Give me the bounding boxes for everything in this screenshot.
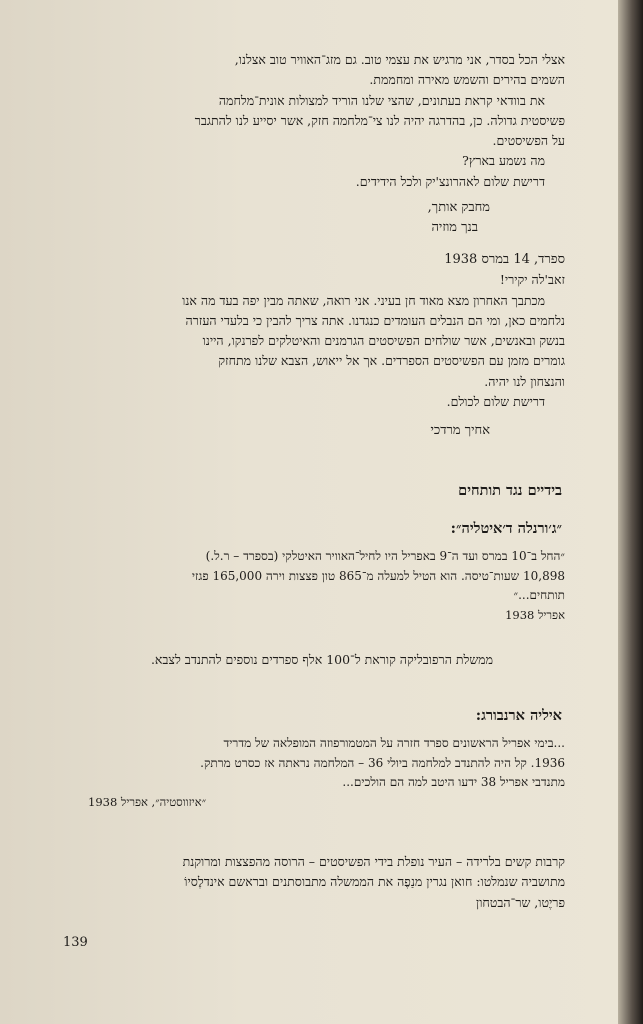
letter-1-line: על הפשיסטים. bbox=[492, 133, 565, 149]
letter-2-line: והנצחון לנו יהיה. bbox=[484, 373, 565, 389]
quote-2-source: ״איזווסטיה״, אפריל 1938 bbox=[88, 795, 207, 809]
letter-2-dateline: ספרד, 14 במרס 1938 bbox=[444, 252, 565, 267]
quote-1-line: 10,898 שעות־טיסה. הוא הטיל למעלה מ־865 טון פצצות וירה 165,000 פגזי bbox=[191, 568, 565, 583]
quote-1-body bbox=[60, 547, 565, 625]
letter-1-closing: מחבק אותך, bbox=[427, 200, 490, 215]
letter-1-line: את בוודאי קראת בעתונים, שהצי שלנו הוריד למצולות אונית־מלחמה bbox=[218, 92, 545, 108]
letter-2-body bbox=[60, 250, 565, 412]
letter-1-line: מה נשמע בארץ? bbox=[462, 153, 545, 169]
letter-2-line: נלחמים כאן, ומי הם הנבלים העומדים כנגדנו. אתה צריך להבין כי בלעדי העזרה bbox=[185, 312, 565, 328]
announcement: ממשלת הרפובליקה קוראת ל־100 אלף ספרדים נוספים להתנדב לצבא. bbox=[150, 652, 493, 667]
page-edge-shadow bbox=[618, 0, 643, 1024]
letter-2-line: בנשק ובאנשים, אשר שולחים הפשיסטים הגרמנים והאיטלקים לפרנקו, היינו bbox=[202, 333, 565, 349]
section-title: בידיים נגד תותחים bbox=[458, 482, 562, 499]
page-number: 139 bbox=[63, 935, 88, 950]
letter-1-body bbox=[60, 50, 565, 192]
letter-2-greeting: זאב'לה יקירי! bbox=[499, 272, 565, 288]
letter-2-line: גומרים מזמן עם הפשיסטים הספרדים. אך אל ייאוש, הצבא שלנו מתחזק bbox=[218, 353, 565, 369]
closing-paragraph bbox=[60, 852, 565, 913]
quote-2-body bbox=[60, 734, 565, 793]
closing-line: מתושביה שנמלטו: חואן נגרין מנַפֶה את הממשלה מתבוסתנים ובראשם אינדלֶסיוֹ bbox=[184, 874, 565, 890]
closing-line: פריֶטו, שר־הבטחון bbox=[476, 894, 565, 910]
letter-2-signature: אחיך מרדכי bbox=[430, 423, 490, 438]
quote-2-source-header: איליה ארנבורג: bbox=[475, 707, 562, 724]
quote-2-line: ...בימי אפריל הראשונים ספרד חזרה על המטמורפוזה המופלאה של מדריד bbox=[223, 736, 565, 750]
closing-line: קרבות קשים בלרידה – העיר נופלת בידי הפשיסטים – הרוסה מהפצצות ומרוקנת bbox=[182, 854, 565, 869]
letter-2-line: דרישת שלום לכולם. bbox=[446, 394, 545, 410]
quote-2-line: 1936. קל היה להתנדב למלחמה ביולי 36 – המלחמה נראתה אז כסרט מרתק. bbox=[200, 755, 565, 770]
quote-2-line: מתנדבי אפריל 38 ידעו היטב למה הם הולכים... bbox=[342, 775, 565, 789]
letter-1-line: השמים בהירים והשמש מאירה ומחממת. bbox=[369, 72, 565, 88]
letter-1-signature: בנך מוזיה bbox=[431, 220, 478, 235]
letter-1-line: דרישת שלום לאהרונצ'יק ולכל הידידים. bbox=[355, 173, 545, 189]
letter-1-line: אצלי הכל בסדר, אני מרגיש את עצמי טוב. גם מזג־האוויר טוב אצלנו, bbox=[234, 52, 565, 67]
letter-2-line: מכתבך האחרון מצא מאוד חן בעיני. אני רואה, שאתה מבין יפה בעד מה אנו bbox=[182, 292, 545, 308]
quote-1-line: ״החל ב־10 במרס ועד ה־9 באפריל היו לחיל־האוויר האיטלקי (בספרד – ר.ל.) bbox=[205, 549, 565, 563]
letter-1-line: פשיסטית גדולה. כן, בהדרגה יהיה לנו צי־מלחמה חזק, אשר יסייע לנו להתגבר bbox=[194, 112, 565, 128]
quote-1-date: אפריל 1938 bbox=[505, 607, 565, 622]
quote-1-source-header: ״ג׳ורנלה ד׳איטליה״: bbox=[450, 520, 562, 537]
quote-1-line: תותחים...״ bbox=[513, 588, 565, 602]
